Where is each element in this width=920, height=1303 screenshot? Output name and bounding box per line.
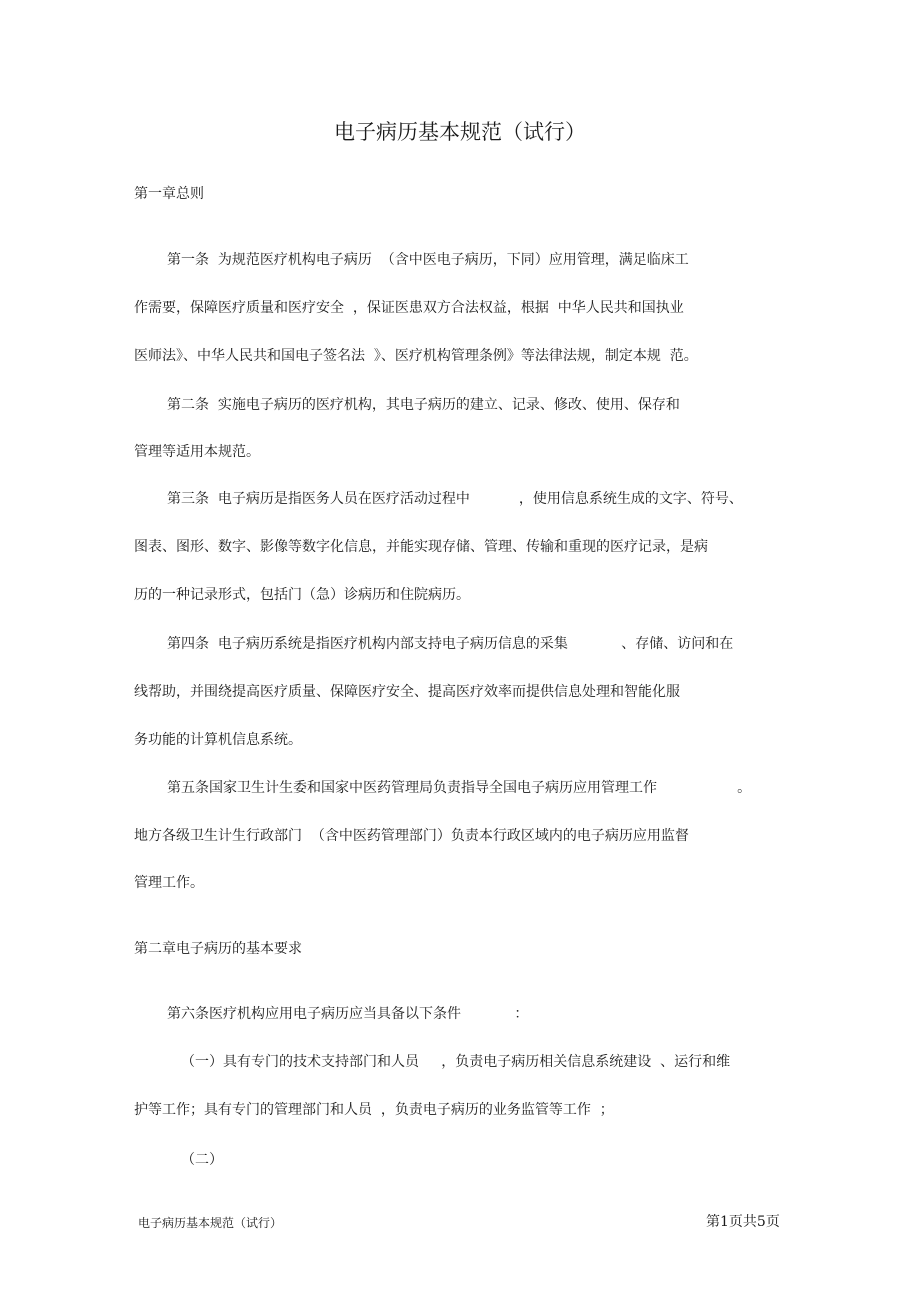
paragraph-line: 医师法》、中华人民共和国电子签名法 》、医疗机构管理条例》等法律法规，制定本规 范。 (134, 348, 698, 364)
paragraph-line: 第一条 为规范医疗机构电子病历 （含中医电子病历，下同）应用管理，满足临床工 (167, 252, 689, 268)
paragraph-line: 作需要，保障医疗质量和医疗安全 ，保证医患双方合法权益，根据 中华人民共和国执业 (134, 300, 684, 316)
paragraph-line: （一）具有专门的技术支持部门和人员 ，负责电子病历相关信息系统建设 、运行和维 (181, 1054, 731, 1070)
paragraph-line: 第五条国家卫生计生委和国家中医药管理局负责指导全国电子病历应用管理工作 。 (167, 780, 752, 796)
paragraph-line: 第四条 电子病历系统是指医疗机构内部支持电子病历信息的采集 、存储、访问和在 (167, 636, 734, 652)
paragraph-line: （二） (181, 1152, 223, 1168)
chapter-heading: 第二章电子病历的基本要求 (134, 941, 302, 957)
paragraph-line: 管理等适用本规范。 (134, 444, 260, 460)
footer-document-name: 电子病历基本规范（试行） (138, 1216, 283, 1230)
footer-page-number: 第1页共5页 (706, 1214, 780, 1230)
paragraph-line: 管理工作。 (134, 875, 204, 891)
paragraph-line: 护等工作；具有专门的管理部门和人员 ，负责电子病历的业务监管等工作 ； (134, 1102, 614, 1118)
paragraph-line: 图表、图形、数字、影像等数字化信息，并能实现存储、管理、传输和重现的医疗记录，是病 (134, 539, 708, 555)
paragraph-line: 第三条 电子病历是指医务人员在医疗活动过程中 ，使用信息系统生成的文字、符号、 (167, 491, 743, 507)
paragraph-line: 第二条 实施电子病历的医疗机构，其电子病历的建立、记录、修改、使用、保存和 (167, 397, 680, 413)
paragraph-line: 线帮助，并围绕提高医疗质量、保障医疗安全、提高医疗效率而提供信息处理和智能化服 (134, 684, 680, 700)
paragraph-line: 务功能的计算机信息系统。 (134, 732, 302, 748)
paragraph-line: 地方各级卫生计生行政部门 （含中医药管理部门）负责本行政区域内的电子病历应用监督 (134, 828, 689, 844)
document-title: 电子病历基本规范（试行） (334, 120, 586, 144)
paragraph-line: 第六条医疗机构应用电子病历应当具备以下条件 ： (167, 1006, 529, 1022)
paragraph-line: 历的一种记录形式，包括门（急）诊病历和住院病历。 (134, 587, 470, 603)
chapter-heading: 第一章总则 (134, 186, 204, 202)
